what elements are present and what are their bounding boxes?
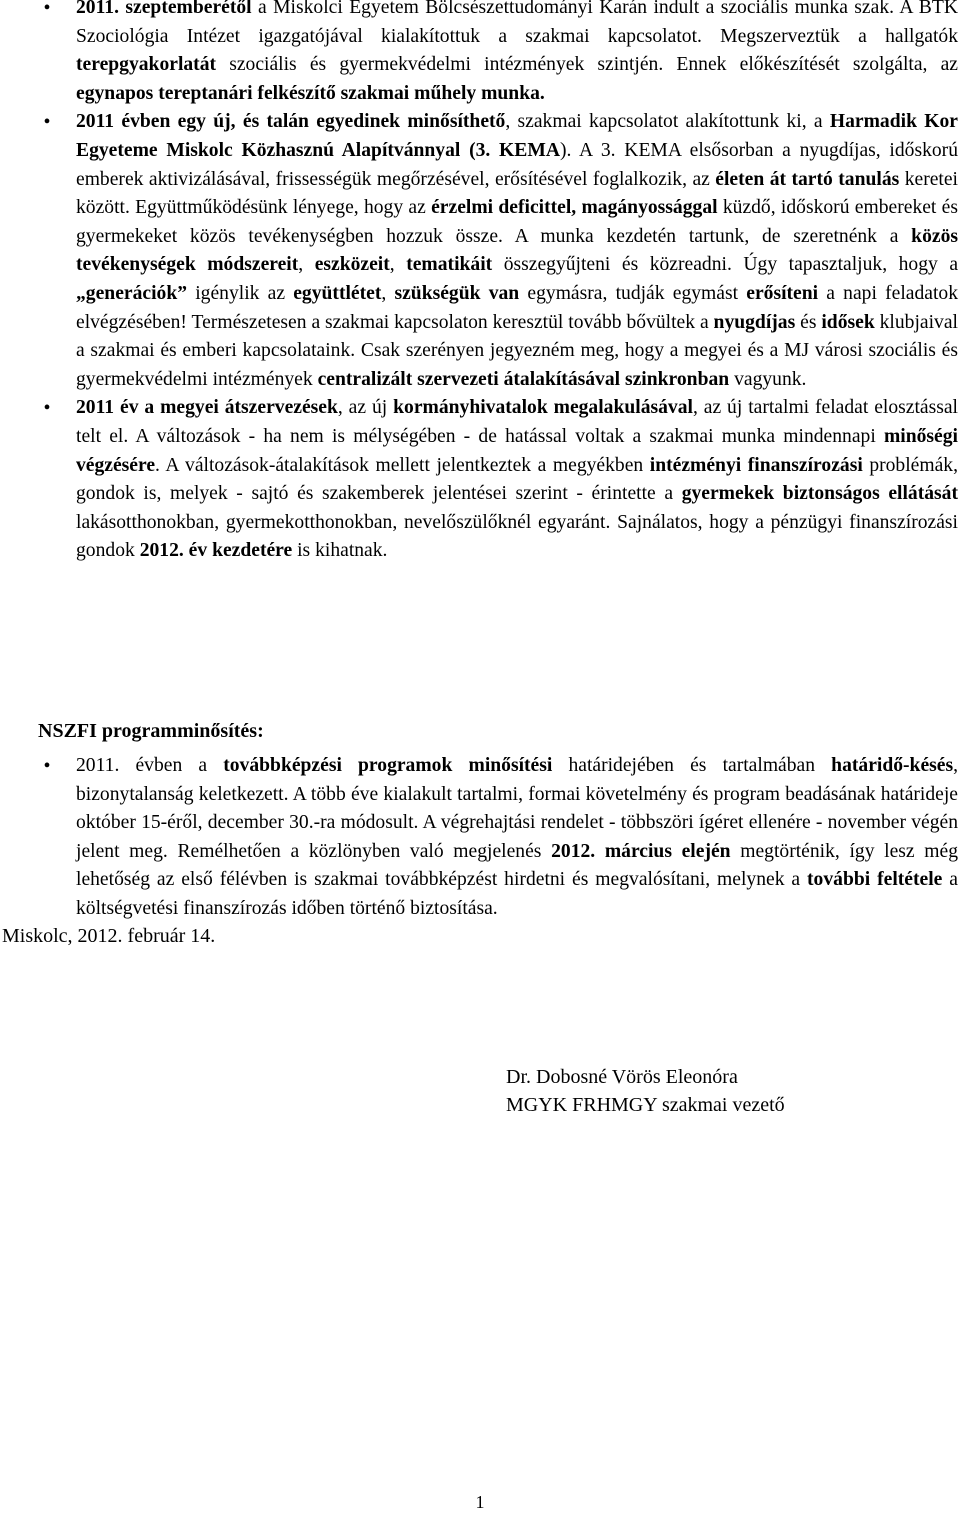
bold-text-run: 2011. szeptemberétől [76, 0, 252, 18]
bold-text-run: kormányhivatalok megalakulásával [393, 397, 693, 419]
bold-text-run: gyermekek biztonságos ellátását [681, 483, 958, 505]
text-run: is kihatnak. [292, 540, 388, 562]
text-run: a Miskolci Egyetem Bölcsészettudományi Karán indult a szociális munka szak. A BTK Szociológia Intézet igazgatójával kialakítottuk a szakmai kapcsolatot. Megszerveztük a hallgatók [76, 0, 958, 47]
text-run: keretei között. Együttműködésünk lényege, hogy az [76, 168, 958, 219]
bold-text-run: intézményi finanszírozási [649, 454, 863, 476]
bold-text-run: 2011 év a megyei átszervezések [76, 397, 338, 419]
text-run: , szakmai kapcsolatot alakítottunk ki, a [505, 111, 830, 133]
bold-text-run: egynapos tereptanári felkészítő szakmai műhely munka. [76, 82, 545, 104]
text-run: , bizonytalanság keletkezett. A több éve kialakult tartalmi, formai követelmény és program beadásának határideje október 15-éről, december 30.-ra módosult. A végrehajtási rendelet - többszöri ígéret ellenére - november végén jelent meg. Remélhetően a közlönyben való megjelenés [76, 755, 958, 862]
bold-text-run: 2012. március elején [551, 840, 731, 862]
text-run: , [389, 254, 407, 276]
bold-text-run: szükségük van [394, 282, 520, 304]
bold-text-run: további feltétele [807, 869, 943, 891]
bold-text-run: életen át tartó tanulás [715, 168, 900, 190]
text-run: , [381, 282, 395, 304]
bold-text-run: tematikáit [406, 254, 493, 276]
list-item-szocialis-munka-szak [43, 0, 958, 108]
list-item-tovabbkepzesi-programok [43, 752, 959, 924]
place-date: Miskolc, 2012. február 14. [2, 925, 216, 947]
signatory-title: MGYK FRHMGY szakmai vezető [506, 1094, 785, 1116]
list-item-harmadik-kor-egyeteme [43, 108, 959, 394]
bold-text-run: közös tevékenységek módszereit [76, 225, 958, 276]
bullet-icon: • [43, 111, 51, 134]
bold-text-run: határidő-késés [831, 755, 954, 776]
bullet-icon: • [43, 0, 51, 19]
bold-text-run: továbbképzési programok minősítési [223, 755, 553, 776]
text-run: klubjaival a szakmai és emberi kapcsolataink. Csak szerényen jegyezném meg, hogy a megyei és a MJ városi szociális és gyermekvédelmi intézmények [76, 311, 958, 390]
text-run: problémák, gondok is, melyek - sajtó és szakemberek jelentései szerint - érintette a [76, 454, 959, 505]
bold-text-run: nyugdíjas [713, 311, 796, 333]
text-run: szociális és gyermekvédelmi intézmények szintjén. Ennek előkészítését szolgálta, az [216, 54, 958, 76]
bold-text-run: 2012. év kezdetére [139, 540, 293, 562]
list-item-megyei-atszervezesek [43, 394, 959, 566]
bold-text-run: érzelmi deficittel, magányossággal [431, 197, 718, 219]
text-run: , az új [337, 397, 394, 419]
text-run: lakásotthonokban, gyermekotthonokban, nevelőszülőknél egyaránt. Sajnálatos, hogy a pénzügyi finanszírozási gondok [76, 511, 958, 562]
text-run: a költségvetési finanszírozás időben történő biztosítása. [76, 869, 958, 919]
bold-text-run: együttlétet [293, 282, 382, 304]
bullet-list-nszfi [0, 752, 958, 924]
bold-text-run: eszközeit [314, 254, 390, 276]
bold-text-run: idősek [821, 311, 875, 333]
bold-text-run: centralizált szervezeti átalakításával szinkronban [317, 368, 730, 390]
text-run: egymásra, tudják egymást [519, 282, 747, 304]
text-run: megtörténik, így lesz még lehetőség az első félévben is szakmai továbbképzést hirdetni és megvalósítani, melynek a [76, 840, 959, 891]
text-run: és [795, 311, 822, 333]
bold-text-run: 2011 évben egy új, és talán egyedinek minősíthető [76, 111, 506, 133]
text-run: összegyűjteni és közreadni. Úgy tapasztaljuk, hogy a [492, 254, 959, 276]
text-run: a napi feladatok elvégzésében! Természetesen a szakmai kapcsolaton keresztül tovább bővültek a [76, 282, 959, 333]
text-run: , az új tartalmi feladat elosztással telt el. A változások - ha nem is mélységében - de hatással voltak a szakmai munka mindennapi [76, 397, 959, 447]
bold-text-run: erősíteni [746, 282, 819, 304]
section-heading: NSZFI programminősítés: [38, 720, 264, 742]
text-run: , [298, 254, 315, 276]
text-run: határidejében és tartalmában [552, 755, 832, 776]
paragraph-text [76, 111, 958, 389]
paragraph-text [76, 755, 958, 919]
bold-text-run: Harmadik Kor Egyeteme Miskolc Közhasznú Alapítvánnyal (3. KEMA [76, 111, 958, 161]
bold-text-run: minőségi végzésére [76, 425, 958, 476]
bullet-list-main [0, 0, 958, 566]
paragraph-text [76, 0, 958, 104]
text-run: 2011. évben a [76, 755, 224, 776]
bold-text-run: „generációk” [76, 282, 188, 304]
text-run: igénylik az [187, 282, 294, 304]
text-run: ). A 3. KEMA elsősorban a nyugdíjas, időskorú emberek aktivizálásával, frissességük megőrzésével, erősítésével foglalkozik, az [76, 139, 958, 190]
signatory-name: Dr. Dobosné Vörös Eleonóra [506, 1066, 738, 1088]
text-run: küzdő, időskorú embereket és gyermekeket közös tevékenységben hozzuk össze. A munka kezdetén tartunk, de szeretnénk a [76, 197, 958, 247]
bold-text-run: terepgyakorlatát [76, 54, 217, 76]
signature-block [506, 1063, 785, 1119]
bullet-icon: • [43, 755, 51, 777]
bullet-icon: • [43, 397, 51, 420]
page-number: 1 [475, 1492, 485, 1512]
paragraph-text [76, 397, 958, 561]
text-run: . A változások-átalakítások mellett jelentkeztek a megyékben [155, 454, 650, 476]
text-run: vagyunk. [729, 368, 807, 390]
